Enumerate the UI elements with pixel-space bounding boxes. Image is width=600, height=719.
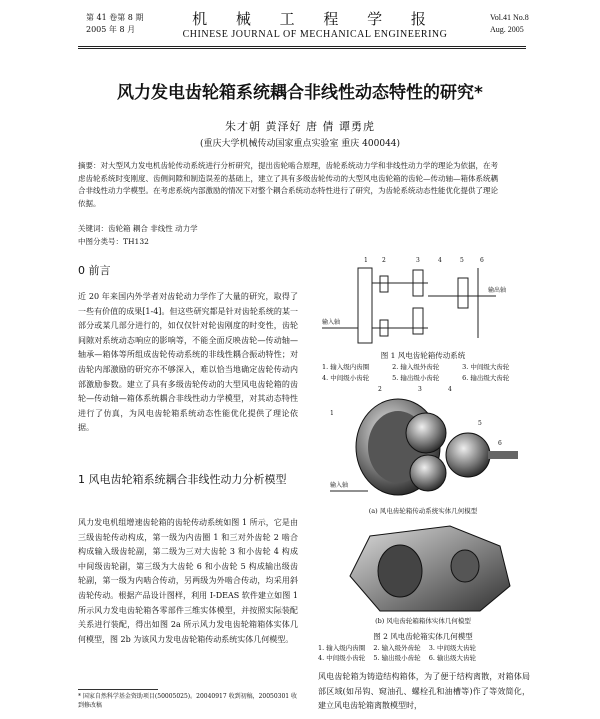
fig1-legend-item: 3. 中间级大齿轮 <box>462 363 510 371</box>
fig1-input-label: 输入轴 <box>322 319 341 326</box>
issue-date: 2005 年 8 月 <box>86 25 136 34</box>
fig1-legend-item: 6. 输出级大齿轮 <box>462 374 510 382</box>
housing-body <box>350 526 510 611</box>
fig2-legend-item: 1. 输入级内齿圈 <box>318 644 366 652</box>
mid-gear-render <box>406 413 446 453</box>
fig2a-num-6: 6 <box>498 440 502 447</box>
fig1-legend-item: 2. 输入级外齿轮 <box>392 363 440 371</box>
fig1-num-6: 6 <box>480 257 484 264</box>
intro-paragraph: 近 20 年来国内外学者对齿轮动力学作了大量的研究，取得了一些有价值的成果[1-4]。但这些研究都是针对齿轮系统的某一部分或某几部分进行的，如仅仅针对轮齿刚度的时变性，齿轮间隙对系统动态响应的影响等，不能全面反映齿轮—传动轴—轴承—箱体等所组成齿轮传动系统的非线性耦合振动特性；对齿轮内部激励的研究亦不够深入，难以恰当地确定齿轮传动内部激励参数。建立了具有多级齿轮传动的大型风电齿轮箱的齿轮—传动轴—箱体系统耦合非线性动力学模型，对其动态特性进行了仿真，为风电齿轮箱系统动态性能优化提供了理论依据。 <box>78 292 298 433</box>
figure-2-caption: 图 2 风电齿轮箱实体几何模型 <box>373 632 473 641</box>
footnote: * 国家自然科学基金资助项目(50005025)。20040917 收到初稿，20050301 收到修改稿 <box>78 693 298 709</box>
keywords: 关键词：齿轮箱 耦合 非线性 动力学 <box>78 224 198 233</box>
housing-paragraph: 风电齿轮箱为铸造结构箱体，为了便于结构离散，对箱体局部区域(如吊钩、窥油孔、螺栓孔和油槽等)作了等效简化，建立风电齿轮箱离散模型时， <box>318 672 530 711</box>
classification-number: 中图分类号：TH132 <box>78 237 149 246</box>
fig1-num-2: 2 <box>382 257 386 264</box>
paper-authors: 朱才朝 黄泽好 唐 倩 谭勇虎 <box>225 120 375 133</box>
fig2-legend-item: 6. 输出级大齿轮 <box>428 654 476 662</box>
fig1-legend-item: 4. 中间级小齿轮 <box>322 374 370 382</box>
footnote-rule <box>78 689 158 690</box>
fig2a-num-2: 2 <box>378 386 382 393</box>
figure-2b-housing <box>330 516 520 616</box>
journal-volume-info <box>86 12 143 36</box>
housing-bore <box>378 545 422 597</box>
figure-2a-gear-train <box>328 385 523 507</box>
volume-number-en: Vol.41 No.8 <box>490 13 529 22</box>
mid-gear-box-2 <box>413 308 423 334</box>
figure-2a-caption: (a) 风电齿轮箱传动系统实体几何模型 <box>368 507 478 515</box>
figure-1-legend <box>322 362 532 384</box>
fig2a-num-1: 1 <box>330 410 334 417</box>
fig2-legend-item: 2. 输入级外齿轮 <box>373 644 421 652</box>
fig2a-num-4: 4 <box>448 386 452 393</box>
fig1-output-label: 输出轴 <box>488 287 507 294</box>
model-paragraph: 风力发电机组增速齿轮箱的齿轮传动系统如图 1 所示，它是由三级齿轮传动构成，第一级为内齿圈 1 和三对外齿轮 2 啮合构成输入级齿轮副，第二级为三对大齿轮 3 和小齿轮 4 构成中间级齿轮副，第三级为大齿轮 6 和小齿轮 5 构成输出级齿轮副，第一级为内啮合传动，另两级为外啮合传动，均采用斜齿轮传动。根据产品设计图样，利用 I-DEAS 软件建立如图 1 所示风力发电齿轮箱各零部件三维实体模型，并按照实际装配关系进行装配，得出如图 2a 所示风力发电齿轮箱箱体实体几何模型，图 2b 为该风力发电齿轮箱传动系统实体几何模型。 <box>78 518 298 644</box>
header-rule-2 <box>78 48 526 49</box>
figure-1-caption: 图 1 风电齿轮箱传动系统 <box>380 351 466 360</box>
volume-issue: 第 41 卷第 8 期 <box>86 13 144 22</box>
section-heading-0: 0 前言 <box>78 264 111 277</box>
journal-volume-en <box>490 12 529 36</box>
abstract: 摘要：对大型风力发电机齿轮传动系统进行分析研究，提出齿轮啮合原理，齿轮系统动力学和非线性动力学的理论为依据，在考虑齿轮系统时变刚度、齿侧间隙和制造误差的基础上，建立了具有多级齿轮传动的大型风电齿轮箱的齿轮—传动轴—箱体系统耦合非线性动力学模型。在考虑系统内部激励的情况下对整个耦合系统动态特性进行了研究，为齿轮系统动态性能优化提供了理论依据。 <box>78 161 498 208</box>
figure-2-legend <box>318 643 528 663</box>
ring-gear-outline <box>358 268 372 343</box>
fig2-legend-item: 3. 中间级大齿轮 <box>428 644 476 652</box>
section-heading-1: 1 风电齿轮箱系统耦合非线性动力分析模型 <box>78 473 287 486</box>
fig1-legend-item: 5. 输出级小齿轮 <box>392 374 440 382</box>
figure-2b-caption: (b) 风电齿轮箱箱体实体几何模型 <box>375 617 471 625</box>
fig1-num-1: 1 <box>364 257 368 264</box>
journal-title-en: CHINESE JOURNAL OF MECHANICAL ENGINEERING <box>182 29 448 40</box>
fig1-num-4: 4 <box>438 257 442 264</box>
fig1-num-3: 3 <box>416 257 420 264</box>
output-gear-box <box>458 278 468 308</box>
housing-bore-2 <box>451 550 479 582</box>
fig1-legend-item: 1. 输入级内齿圈 <box>322 363 370 371</box>
fig2-legend-item: 4. 中间级小齿轮 <box>318 654 366 662</box>
fig2-legend-item: 5. 输出级小齿轮 <box>373 654 421 662</box>
output-shaft-render <box>488 451 518 459</box>
author-affiliation: (重庆大学机械传动国家重点实验室 重庆 400044) <box>199 139 401 149</box>
journal-title-block <box>150 8 480 40</box>
fig2a-input-label: 输入轴 <box>330 482 349 489</box>
output-gear-render <box>446 433 490 477</box>
figure-1-schematic <box>318 248 528 348</box>
header-rule <box>78 46 526 47</box>
journal-title-cn: 机 械 工 程 学 报 <box>192 10 438 28</box>
mid-gear-render-2 <box>410 455 446 491</box>
planet-gear-box <box>380 276 388 292</box>
paper-title: 风力发电齿轮箱系统耦合非线性动态特性的研究* <box>117 83 483 103</box>
fig2a-num-3: 3 <box>418 386 422 393</box>
fig2a-num-5: 5 <box>478 420 482 427</box>
fig1-num-5: 5 <box>460 257 464 264</box>
issue-date-en: Aug. 2005 <box>490 25 524 34</box>
